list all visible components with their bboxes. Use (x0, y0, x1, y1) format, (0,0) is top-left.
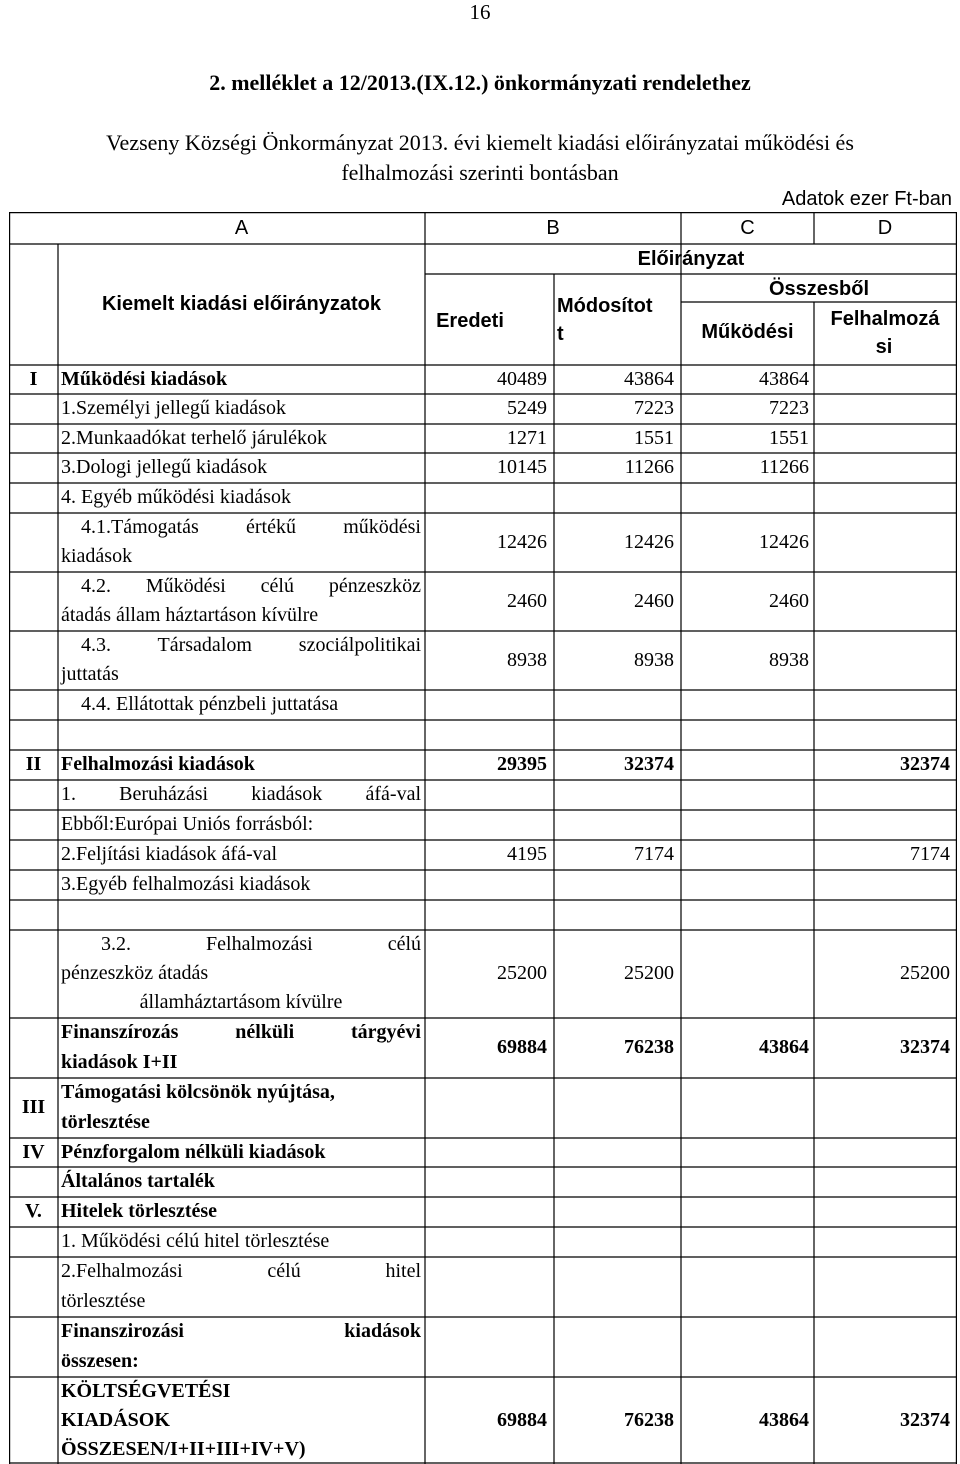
cell-eredeti: 12426 (497, 531, 547, 553)
cell-modositott: 32374 (624, 753, 674, 775)
cell-felhalmozasi: 32374 (900, 1409, 950, 1431)
cell-mukodesi: 7223 (769, 397, 809, 419)
col-c-header: C (740, 217, 755, 239)
cell-mukodesi: 1551 (769, 427, 809, 449)
cell-eredeti: 10145 (497, 456, 547, 478)
row-label-line2: átadás állam háztartáson kívülre (61, 604, 319, 626)
cell-eredeti: 69884 (497, 1409, 547, 1431)
cell-modositott: 1551 (634, 427, 674, 449)
cell-modositott: 11266 (624, 456, 674, 478)
document-title-line2: felhalmozási szerinti bontásban (341, 160, 619, 185)
eredeti-header: Eredeti (436, 310, 504, 332)
cell-modositott: 43864 (624, 368, 674, 390)
cell-eredeti: 29395 (497, 753, 547, 775)
cell-modositott: 7174 (634, 843, 674, 865)
row-label: Hitelek törlesztése (61, 1200, 218, 1222)
row-label: 2.Munkaadókat terhelő járulékok (61, 427, 328, 449)
row-label-line2: KIADÁSOK (61, 1409, 170, 1431)
budget-table (9, 212, 957, 1464)
cell-mukodesi: 43864 (759, 1036, 809, 1058)
row-label-line2: juttatás (61, 663, 119, 685)
row-label-line2: törlesztése (61, 1111, 150, 1133)
row-label-line1: 4.1.Támogatás értékű működési (81, 516, 421, 538)
mukodesi-header: Működési (701, 321, 794, 343)
row-label: 4.4. Ellátottak pénzbeli juttatása (81, 693, 339, 715)
felhalmozasi-header-line2: si (875, 336, 893, 358)
document-title-line1: Vezseny Községi Önkormányzat 2013. évi kiemelt kiadási előirányzatai működési és (106, 130, 854, 155)
cell-eredeti: 5249 (507, 397, 547, 419)
cell-modositott: 25200 (624, 962, 674, 984)
row-label: Ebből:Európai Uniós forrásból: (61, 813, 314, 835)
cell-felhalmozasi: 7174 (910, 843, 950, 865)
roman-ii: II (25, 753, 42, 775)
row-label: Működési kiadások (61, 368, 228, 390)
row-label-line3: ÖSSZESEN/I+II+III+IV+V) (61, 1438, 306, 1460)
cell-eredeti: 4195 (507, 843, 547, 865)
cell-eredeti: 1271 (507, 427, 547, 449)
cell-felhalmozasi: 32374 (900, 1036, 950, 1058)
row-label: 1. Működési célú hitel törlesztése (61, 1230, 330, 1252)
row-label: Felhalmozási kiadások (61, 753, 255, 775)
cell-modositott: 2460 (634, 590, 674, 612)
roman-v: V. (25, 1200, 42, 1222)
kiemelt-header: Kiemelt kiadási előirányzatok (101, 293, 381, 315)
row-label: Pénzforgalom nélküli kiadások (61, 1141, 326, 1163)
cell-mukodesi: 43864 (759, 1409, 809, 1431)
cell-mukodesi: 12426 (759, 531, 809, 553)
modositott-header-line2: t (557, 323, 564, 345)
eloiranyzat-header: Előirányzat (637, 248, 745, 270)
row-label-line1: 2.Felhalmozási célú hitel (61, 1260, 421, 1282)
cell-modositott: 76238 (624, 1409, 674, 1431)
cell-eredeti: 2460 (507, 590, 547, 612)
row-label-line2: pénzeszköz átadás (61, 962, 209, 984)
cell-modositott: 12426 (624, 531, 674, 553)
row-label: 1. Beruházási kiadások áfá-val (61, 783, 421, 805)
row-label-line3: államháztartásom kívülre (139, 991, 343, 1013)
roman-iii: III (21, 1096, 46, 1118)
cell-mukodesi: 43864 (759, 368, 809, 390)
row-label-line2: kiadások (61, 545, 133, 567)
row-label: 4. Egyéb működési kiadások (61, 486, 291, 508)
cell-eredeti: 69884 (497, 1036, 547, 1058)
col-d-header: D (877, 217, 893, 239)
cell-modositott: 8938 (634, 649, 674, 671)
row-label-line2: törlesztése (61, 1290, 146, 1312)
cell-eredeti: 8938 (507, 649, 547, 671)
cell-mukodesi: 2460 (769, 590, 809, 612)
osszesbol-header: Összesből (768, 278, 870, 300)
cell-mukodesi: 11266 (759, 456, 809, 478)
row-label: 2.Feljítási kiadások áfá-val (61, 843, 278, 865)
row-label-line1: Támogatási kölcsönök nyújtása, (61, 1081, 335, 1103)
felhalmozasi-header-line1: Felhalmozá (830, 308, 940, 330)
page-number: 16 (469, 0, 491, 24)
unit-note: Adatok ezer Ft-ban (781, 188, 952, 210)
row-label: 1.Személyi jellegű kiadások (61, 397, 286, 419)
cell-felhalmozasi: 32374 (900, 753, 950, 775)
row-label-line1: Finanszirozási kiadások (61, 1320, 421, 1342)
row-label-line2: összesen: (61, 1350, 139, 1372)
col-b-header: B (546, 217, 560, 239)
roman-iv: IV (22, 1141, 45, 1163)
cell-mukodesi: 8938 (769, 649, 809, 671)
row-label-line1: 4.2. Működési célú pénzeszköz (81, 575, 421, 597)
cell-eredeti: 40489 (497, 368, 547, 390)
cell-eredeti: 25200 (497, 962, 547, 984)
col-a-header: A (234, 217, 249, 239)
cell-modositott: 7223 (634, 397, 674, 419)
row-label-line1: 3.2. Felhalmozási célú (101, 933, 421, 955)
cell-felhalmozasi: 25200 (900, 962, 950, 984)
cell-modositott: 76238 (624, 1036, 674, 1058)
row-label-line1: KÖLTSÉGVETÉSI (61, 1380, 231, 1402)
row-label: 3.Egyéb felhalmozási kiadások (61, 873, 311, 895)
row-label: 3.Dologi jellegű kiadások (61, 456, 268, 478)
annex-title: 2. melléklet a 12/2013.(IX.12.) önkormányzati rendelethez (209, 70, 751, 95)
row-label-line2: kiadások I+II (61, 1051, 178, 1073)
row-label-line1: 4.3. Társadalom szociálpolitikai (81, 634, 421, 656)
modositott-header-line1: Módosítot (557, 295, 653, 317)
row-label-line1: Finanszírozás nélküli tárgyévi (61, 1021, 421, 1043)
row-label: Általános tartalék (61, 1170, 215, 1192)
document-title (0, 128, 960, 188)
roman-i: I (29, 368, 38, 390)
